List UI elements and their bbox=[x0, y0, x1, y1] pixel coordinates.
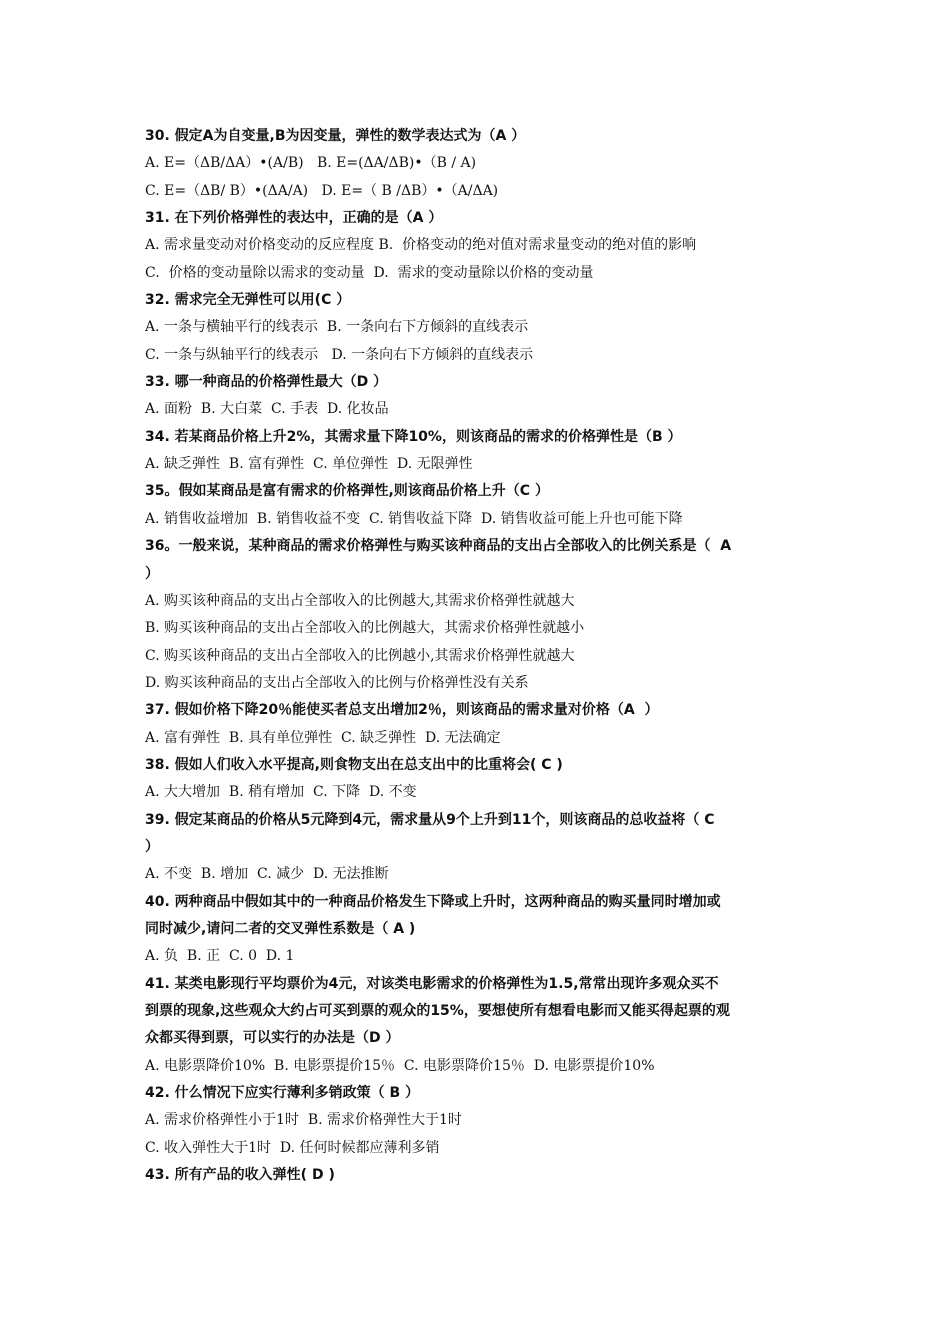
question-text-line: 32. 需求完全无弹性可以用(C ） bbox=[145, 292, 351, 309]
question-text-line: ） bbox=[145, 565, 159, 582]
question-text-line: 40. 两种商品中假如其中的一种商品价格发生下降或上升时，这两种商品的购买量同时增加或 bbox=[145, 893, 721, 910]
question-text-line: 34. 若某商品价格上升2%，其需求量下降10%，则该商品的需求的价格弹性是（B ） bbox=[145, 428, 682, 445]
question-text-line: 到票的现象,这些观众大约占可买到票的观众的15%，要想使所有想看电影而又能买得起票的观 bbox=[145, 1003, 730, 1019]
question-text-line: 37. 假如价格下降20％能使买者总支出增加2％，则该商品的需求量对价格（A ） bbox=[145, 702, 659, 719]
option-text-line: D. 购买该种商品的支出占全部收入的比例与价格弹性没有关系 bbox=[145, 674, 529, 691]
option-text-line: A. 缺乏弹性 B. 富有弹性 C. 单位弹性 D. 无限弹性 bbox=[145, 456, 473, 473]
question-text-line: 38. 假如人们收入水平提高,则食物支出在总支出中的比重将会( C ) bbox=[145, 756, 563, 773]
question-text-line: 33. 哪一种商品的价格弹性最大（D ） bbox=[145, 374, 388, 391]
question-text-line: 39. 假定某商品的价格从5元降到4元，需求量从9个上升到11个，则该商品的总收益将（ C bbox=[145, 811, 715, 828]
option-text-line: B. 购买该种商品的支出占全部收入的比例越大，其需求价格弹性就越小 bbox=[145, 620, 585, 637]
question-text-line: 30. 假定A为自变量,B为因变量，弹性的数学表达式为（A ） bbox=[145, 128, 526, 144]
question-text-line: 31. 在下列价格弹性的表达中，正确的是（A ） bbox=[145, 210, 443, 227]
option-text-line: A. 电影票降价10% B. 电影票提价15％ C. 电影票降价15％ D. 电影票提价10% bbox=[145, 1057, 655, 1074]
option-text-line: C. E=（ΔB/ B）•(ΔA/A) D. E=（ B /ΔB）•（A/ΔA) bbox=[145, 182, 499, 199]
option-text-line: A. 需求价格弹性小于1时 B. 需求价格弹性大于1时 bbox=[145, 1112, 462, 1129]
question-text-line: 43. 所有产品的收入弹性( D ) bbox=[145, 1167, 335, 1184]
option-text-line: A. 不变 B. 增加 C. 减少 D. 无法推断 bbox=[145, 866, 389, 883]
option-text-line: C. 收入弹性大于1时 D. 任何时候都应薄利多销 bbox=[145, 1139, 440, 1156]
option-text-line: A. 大大增加 B. 稍有增加 C. 下降 D. 不变 bbox=[145, 784, 417, 801]
option-text-line: C. 一条与纵轴平行的线表示 D. 一条向右下方倾斜的直线表示 bbox=[145, 346, 534, 363]
option-text-line: C. 购买该种商品的支出占全部收入的比例越小,其需求价格弹性就越大 bbox=[145, 647, 575, 664]
question-text-line: 35。假如某商品是富有需求的价格弹性,则该商品价格上升（C ） bbox=[145, 483, 549, 500]
question-text-line: 同时减少,请问二者的交叉弹性系数是（ A ) bbox=[145, 920, 416, 937]
document-page bbox=[145, 123, 815, 1189]
option-text-line: A. 购买该种商品的支出占全部收入的比例越大,其需求价格弹性就越大 bbox=[145, 592, 575, 609]
question-text-line: 41. 某类电影现行平均票价为4元，对该类电影需求的价格弹性为1.5,常常出现许多观众买不 bbox=[145, 975, 719, 992]
question-text-line: ） bbox=[145, 838, 159, 855]
option-text-line: A. 销售收益增加 B. 销售收益不变 C. 销售收益下降 D. 销售收益可能上升也可能下降 bbox=[145, 510, 683, 527]
option-text-line: A. E=（ΔB/ΔA）•(A/B) B. E=(ΔA/ΔB)•（B / A) bbox=[145, 155, 477, 172]
option-text-line: C. 价格的变动量除以需求的变动量 D. 需求的变动量除以价格的变动量 bbox=[145, 264, 594, 281]
option-text-line: A. 负 B. 正 C. 0 D. 1 bbox=[145, 948, 295, 965]
question-text-line: 众都买得到票，可以实行的办法是（D ） bbox=[145, 1030, 400, 1047]
question-text-line: 42. 什么情况下应实行薄利多销政策（ B ） bbox=[145, 1085, 420, 1102]
option-text-line: A. 富有弹性 B. 具有单位弹性 C. 缺乏弹性 D. 无法确定 bbox=[145, 729, 501, 746]
question-text-line: 36。一般来说，某种商品的需求价格弹性与购买该种商品的支出占全部收入的比例关系是（ A bbox=[145, 538, 732, 555]
option-text-line: A. 一条与横轴平行的线表示 B. 一条向右下方倾斜的直线表示 bbox=[145, 319, 529, 336]
option-text-line: A. 面粉 B. 大白菜 C. 手表 D. 化妆品 bbox=[145, 401, 389, 418]
option-text-line: A. 需求量变动对价格变动的反应程度 B. 价格变动的绝对值对需求量变动的绝对值的影响 bbox=[145, 237, 697, 254]
